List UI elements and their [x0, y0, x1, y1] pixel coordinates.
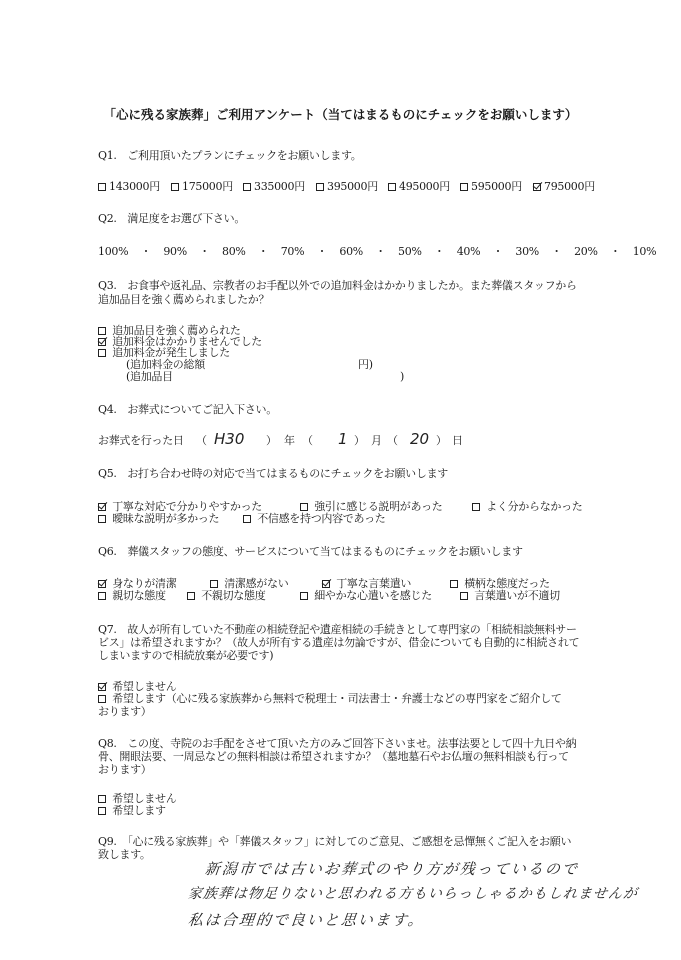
- q6-answer-5[interactable]: [98, 589, 166, 603]
- q6-answer-label: 細やかな心遣いを感じた: [314, 589, 432, 602]
- scale-50[interactable]: 50%: [398, 245, 422, 258]
- scale-80[interactable]: 80%: [222, 245, 246, 258]
- q4-month-suffix: 月: [371, 434, 382, 447]
- checkbox[interactable]: [98, 807, 106, 815]
- q1-option-label: 335000円: [254, 180, 305, 193]
- q9-question-line2: 致します。: [98, 848, 151, 861]
- q6-answer-7[interactable]: [300, 589, 432, 603]
- q6-answer-label: 言葉遣いが不適切: [474, 589, 560, 602]
- q9-handwritten-line1[interactable]: 新潟市では古いお葬式のやり方が残っているので: [204, 860, 580, 878]
- scale-100[interactable]: 100%: [98, 245, 129, 258]
- q6-answer-label: 清潔感がない: [224, 577, 289, 590]
- q4-era-handwritten[interactable]: H30: [214, 430, 245, 448]
- q1-option-label: 595000円: [471, 180, 522, 193]
- q9-question-line1: Q9. 「心に残る家族葬」や「葬儀スタッフ」に対してのご意見、ご感想を忌憚無くご記入をお願い: [98, 835, 572, 848]
- q8-option-label: 希望しません: [112, 792, 177, 805]
- q7-option-2[interactable]: [98, 692, 562, 706]
- scale-40[interactable]: 40%: [456, 245, 481, 258]
- q4-question: Q4. お葬式についてご記入下さい。: [98, 403, 277, 416]
- checkbox-checked[interactable]: [322, 580, 330, 588]
- q1-option-7[interactable]: [533, 180, 595, 194]
- checkbox[interactable]: [98, 349, 106, 357]
- checkbox-checked[interactable]: [98, 338, 106, 346]
- checkbox[interactable]: [450, 580, 458, 588]
- q5-answer-label: 強引に感じる説明があった: [314, 500, 443, 513]
- q8-question-line1: Q8. この度、寺院のお手配をさせて頂いた方のみご回答下さいませ。法事法要として四十九日や納: [98, 737, 577, 750]
- q7-question-line2: ビス」は希望されますか？（故人が所有する遺産は勿論ですが、借金についても自動的に相続されて: [98, 636, 580, 649]
- paren-close: ）: [354, 434, 365, 447]
- q1-option-2[interactable]: [171, 180, 233, 194]
- checkbox[interactable]: [98, 695, 106, 703]
- checkbox[interactable]: [316, 183, 324, 191]
- q4-month-handwritten[interactable]: 1: [338, 430, 348, 448]
- checkbox[interactable]: [300, 592, 308, 600]
- q7-question-line3: しまいますので相続放棄が必要です): [98, 649, 274, 662]
- q3-question-line2: 追加品目を強く薦められましたか？: [98, 293, 270, 306]
- q1-option-1[interactable]: [98, 180, 160, 194]
- q3-items-label: (追加品目: [126, 370, 173, 383]
- q7-question-line1: Q7. 故人が所有していた不動産の相続登記や遺産相続の手続きとして専門家の「相続相談無料サー: [98, 623, 577, 636]
- q6-answer-label: 横柄な態度だった: [464, 577, 550, 590]
- q1-option-label: 143000円: [109, 180, 160, 193]
- q3-option-label: 追加料金はかかりませんでした: [112, 335, 263, 348]
- q1-option-label: 395000円: [327, 180, 378, 193]
- q8-option-2[interactable]: [98, 804, 166, 818]
- q6-question: Q6. 葬儀スタッフの態度、サービスについて当てはまるものにチェックをお願いします: [98, 545, 523, 558]
- scale-dot: ・: [551, 245, 562, 258]
- paren-open: （: [302, 434, 313, 447]
- paren-open: （: [196, 434, 207, 447]
- checkbox[interactable]: [472, 503, 480, 511]
- q1-option-label: 795000円: [544, 180, 595, 193]
- q7-option-2-cont: おります）: [98, 705, 152, 718]
- q1-option-label: 495000円: [399, 180, 450, 193]
- scale-dot: ・: [199, 245, 210, 258]
- paren-open: （: [387, 434, 398, 447]
- checkbox-checked[interactable]: [98, 580, 106, 588]
- q6-answer-8[interactable]: [460, 589, 560, 603]
- checkbox-checked[interactable]: [98, 503, 106, 511]
- q4-year-suffix: 年: [284, 434, 295, 447]
- checkbox[interactable]: [460, 592, 468, 600]
- q1-option-5[interactable]: [388, 180, 450, 194]
- q5-answer-5[interactable]: [243, 512, 386, 526]
- q2-scale[interactable]: [98, 245, 656, 259]
- scale-dot: ・: [140, 245, 152, 258]
- q3-items-close: ): [400, 370, 404, 383]
- q3-option-label: 追加料金が発生しました: [112, 346, 230, 359]
- q7-option-label: 希望します（心に残る家族葬から無料で税理士・司法書士・弁護士などの専門家をご紹介して: [112, 692, 562, 705]
- q5-answer-label: よく分からなかった: [486, 500, 583, 513]
- checkbox[interactable]: [460, 183, 468, 191]
- scale-dot: ・: [492, 245, 504, 258]
- q1-option-6[interactable]: [460, 180, 522, 194]
- checkbox[interactable]: [171, 183, 179, 191]
- checkbox[interactable]: [98, 183, 106, 191]
- scale-dot: ・: [257, 245, 269, 258]
- q1-question: Q1. ご利用頂いたプランにチェックをお願いします。: [98, 149, 362, 162]
- checkbox[interactable]: [98, 327, 106, 335]
- checkbox[interactable]: [243, 515, 251, 523]
- q6-answer-label: 身なりが清潔: [112, 577, 177, 590]
- q5-answer-4[interactable]: [98, 512, 219, 526]
- q7-option-label: 希望しません: [112, 680, 177, 693]
- q8-question-line2: 骨、開眼法要、一周忌などの無料相談は希望されますか？（墓地墓石やお仏壇の無料相談も行って: [98, 750, 569, 763]
- q4-day-suffix: 日: [452, 434, 463, 447]
- checkbox[interactable]: [98, 515, 106, 523]
- q5-question: Q5. お打ち合わせ時の対応で当てはまるものにチェックをお願いします: [98, 467, 448, 480]
- q1-option-3[interactable]: [243, 180, 305, 194]
- q1-option-label: 175000円: [182, 180, 233, 193]
- checkbox[interactable]: [98, 592, 106, 600]
- q9-handwritten-line2[interactable]: 家族葬は物足りないと思われる方もいらっしゃるかもしれませんが: [187, 886, 639, 902]
- q5-answer-label: 曖昧な説明が多かった: [112, 512, 220, 525]
- checkbox[interactable]: [300, 503, 308, 511]
- scale-90[interactable]: 90%: [163, 245, 187, 258]
- q6-answer-label: 不親切な態度: [201, 589, 266, 602]
- q8-question-line3: おります）: [98, 763, 152, 776]
- q5-answer-label: 丁寧な対応で分かりやすかった: [112, 500, 263, 513]
- scale-70[interactable]: 70%: [280, 245, 305, 258]
- checkbox[interactable]: [187, 592, 195, 600]
- checkbox-checked[interactable]: [533, 183, 541, 191]
- q4-date-label: お葬式を行った日: [98, 434, 184, 447]
- page-title: 「心に残る家族葬」ご利用アンケート（当てはまるものにチェックをお願いします）: [103, 107, 578, 122]
- checkbox[interactable]: [210, 580, 218, 588]
- checkbox[interactable]: [243, 183, 251, 191]
- q6-answer-6[interactable]: [187, 589, 265, 603]
- paren-close: ）: [436, 434, 447, 447]
- checkbox[interactable]: [388, 183, 396, 191]
- scale-20[interactable]: 20%: [574, 245, 598, 258]
- q3-total-unit: 円): [358, 358, 373, 371]
- q5-answer-label: 不信感を持つ内容であった: [257, 512, 386, 525]
- q3-total-label: (追加料金の総額: [126, 358, 205, 371]
- q2-question: Q2. 満足度をお選び下さい。: [98, 212, 246, 225]
- checkbox[interactable]: [98, 795, 106, 803]
- scale-30[interactable]: 30%: [515, 245, 539, 258]
- paren-close: ）: [266, 434, 277, 447]
- scale-dot: ・: [375, 245, 386, 258]
- scale-dot: ・: [316, 245, 328, 258]
- scale-10[interactable]: 10%: [632, 245, 657, 258]
- q5-answer-3[interactable]: [472, 500, 583, 514]
- scale-dot: ・: [433, 245, 445, 258]
- checkbox-checked[interactable]: [98, 683, 106, 691]
- scale-60[interactable]: 60%: [339, 245, 363, 258]
- q4-day-handwritten[interactable]: 20: [410, 430, 430, 448]
- q8-option-label: 希望します: [112, 804, 166, 817]
- q3-question-line1: Q3. お食事や返礼品、宗教者のお手配以外での追加料金はかかりましたか。また葬儀スタッフから: [98, 279, 577, 292]
- q9-handwritten-line3[interactable]: 私は合理的で良いと思います。: [187, 911, 426, 929]
- q3-option-label: 追加品目を強く薦められた: [112, 324, 241, 337]
- scale-dot: ・: [609, 245, 621, 258]
- q6-answer-label: 丁寧な言葉遣い: [336, 577, 412, 590]
- q1-option-4[interactable]: [316, 180, 378, 194]
- q6-answer-label: 親切な態度: [112, 589, 166, 602]
